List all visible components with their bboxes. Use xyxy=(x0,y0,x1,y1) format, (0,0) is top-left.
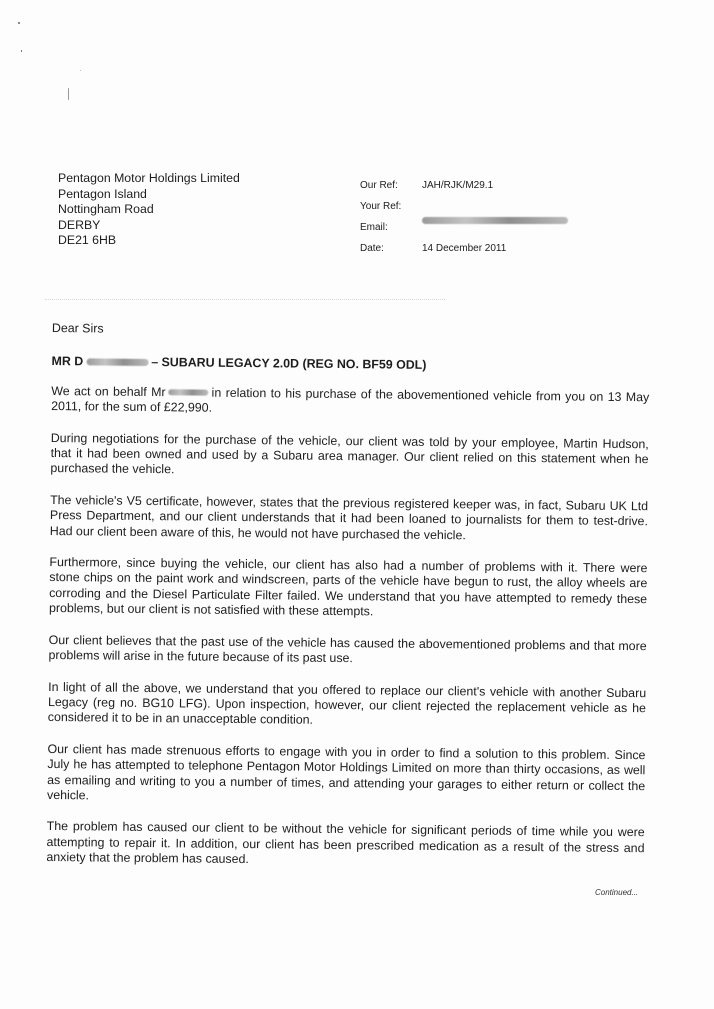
date-label: Date: xyxy=(360,243,384,254)
paragraph-1-end: in relation to his purchase of the abovementioned vehicle from you on 13 May 2011, for the sum of £22,990. xyxy=(51,385,650,415)
letter-body xyxy=(46,321,650,888)
subject-suffix: – SUBARU LEGACY 2.0D (REG NO. BF59 ODL) xyxy=(151,355,427,373)
date-value: 14 December 2011 xyxy=(422,243,507,254)
email-redaction xyxy=(422,217,568,224)
address-line: Nottingham Road xyxy=(58,202,154,217)
address-line: DE21 6HB xyxy=(58,233,117,248)
paragraph-8: The problem has caused our client to be without the vehicle for significant periods of time while you were attempting to repair it. In addition, our client has been prescribed medication as a result of the stress and anxiety that the problem has caused. xyxy=(46,819,645,867)
subject-line xyxy=(51,354,649,376)
continued-note: Continued... xyxy=(595,888,639,897)
your-ref-label: Your Ref: xyxy=(360,201,402,212)
paragraph-1 xyxy=(51,384,649,421)
name-redaction xyxy=(169,389,209,395)
our-ref-row xyxy=(360,175,568,196)
paragraph-5: Our client believes that the past use of the vehicle has caused the abovementioned problems and that more problems will arise in the future because of its past use. xyxy=(48,632,647,666)
address-line: Pentagon Motor Holdings Limited xyxy=(58,171,240,185)
our-ref-label: Our Ref: xyxy=(360,180,398,191)
email-row xyxy=(360,217,568,238)
address-line: DERBY xyxy=(58,217,101,232)
name-redaction xyxy=(86,358,148,366)
paragraph-3: The vehicle's V5 certificate, however, states that the previous registered keeper was, in fact, Subaru UK Ltd Press Department, and our client understands that it had been loaned to journalists for them to test-drive. Had our client been aware of this, he would not have purchased the vehicle. xyxy=(49,492,649,543)
scan-speck xyxy=(18,22,20,24)
email-label: Email: xyxy=(360,222,388,233)
reference-block xyxy=(360,175,568,259)
paragraph-4: Furthermore, since buying the vehicle, our client has also had a number of problems with it. There were stone chips on the paint work and windscreen, parts of the vehicle have begun to rust, the alloy wheels are corroding and the Diesel Particulate Filter failed. We understand that you have attempted to remedy these problems, but our client is not satisfied with these attempts. xyxy=(48,555,648,619)
date-row xyxy=(360,238,568,259)
scan-speck xyxy=(68,88,69,100)
paragraph-7: Our client has made strenuous efforts to engage with you in order to find a solution to this problem. Since July he has attempted to telephone Pentagon Motor Holdings Limited on more than thirty occasions, as well as emailing and writing to you a number of times, and attending your garages to either return or collect the vehicle. xyxy=(46,741,646,803)
paragraph-1-start: We act on behalf Mr xyxy=(51,383,166,400)
paragraph-6: In light of all the above, we understand that you offered to replace our client's vehicle with another Subaru Legacy (reg no. BG10 LFG). Upon inspection, however, our client rejected the replacement vehicle as he considered it to be in an unacceptable condition. xyxy=(47,679,647,728)
your-ref-row xyxy=(360,196,568,217)
address-line: Pentagon Island xyxy=(58,186,147,201)
paragraph-2: During negotiations for the purchase of the vehicle, our client was told by your employee, Martin Hudson, that it had been owned and used by a Subaru area manager. Our client relied on this statement when he purchased the vehicle. xyxy=(50,430,649,477)
scan-speck xyxy=(80,70,81,71)
recipient-address xyxy=(58,171,240,249)
faint-divider xyxy=(45,299,445,301)
scan-speck xyxy=(21,50,22,52)
salutation: Dear Sirs xyxy=(51,321,104,336)
our-ref-value: JAH/RJK/M29.1 xyxy=(422,180,494,191)
subject-prefix: MR D xyxy=(51,354,84,369)
